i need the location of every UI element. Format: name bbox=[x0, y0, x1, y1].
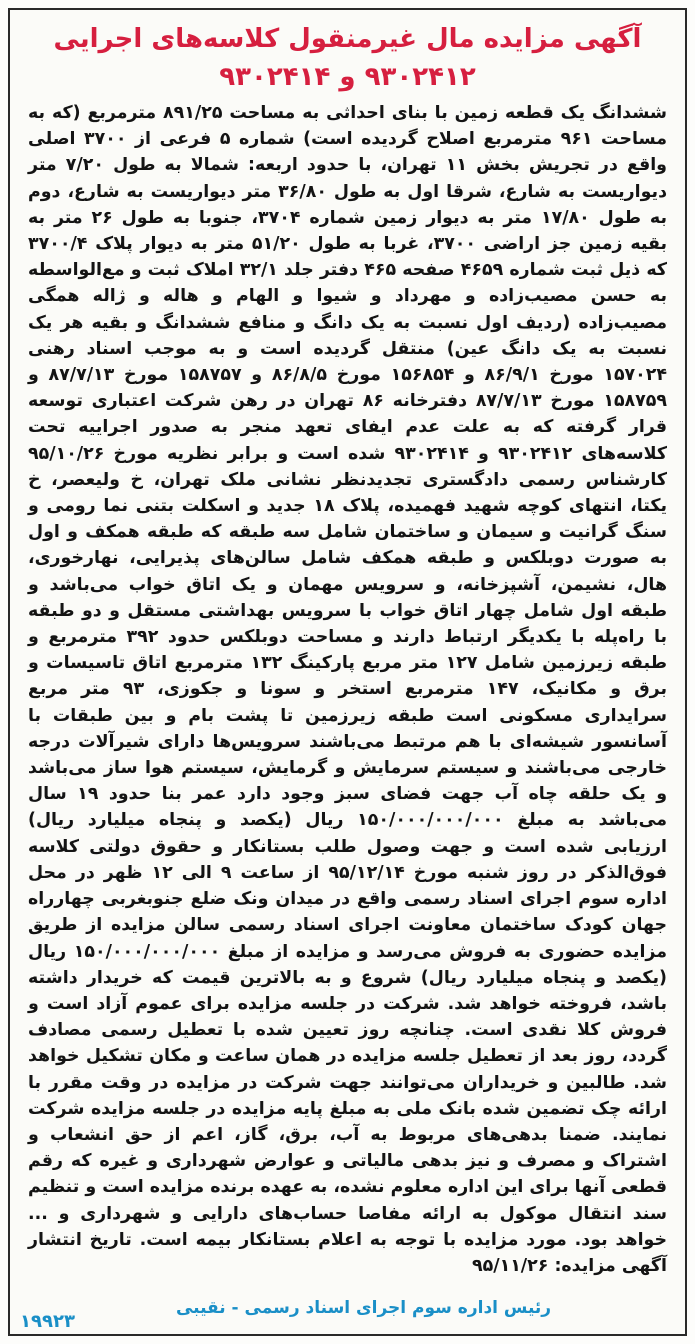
notice-body: ششدانگ یک قطعه زمین با بنای احداثی به مساحت ۸۹۱/۲۵ مترمربع (که به مساحت ۹۶۱ مترمربع اصلاح گردیده است) شماره ۵ فرعی از ۳۷۰۰ اصلی واقع در تجریش بخش ۱۱ تهران، با حدود اربعه: شمالا به طول ۷/۲۰ متر دیواریست به شارع، شرقا اول به طول ۳۶/۸۰ متر دیواریست به شارع، دوم به طول ۱۷/۸۰ متر به دیوار زمین شماره ۳۷۰۴، جنوبا به طول ۲۶ متر به بقیه زمین جز اراضی ۳۷۰۰، غربا به طول ۵۱/۲۰ متر به دیوار پلاک ۳۷۰۰/۴ که ذیل ثبت شماره ۴۶۵۹ صفحه ۴۶۵ دفتر جلد ۳۲/۱ املاک ثبت و مع‌الواسطه به حسن مصیب‌زاده و مهرداد و شیوا و الهام و هاله و ژاله همگی مصیب‌زاده (ردیف اول نسبت به یک دانگ و منافع ششدانگ و بقیه هر یک نسبت به یک دانگ عین) منتقل گردیده است و به موجب اسناد رهنی ۱۵۷۰۲۴ مورخ ۸۶/۹/۱ و ۱۵۶۸۵۴ مورخ ۸۶/۸/۵ و ۱۵۸۷۵۷ مورخ ۸۷/۷/۱۳ و ۱۵۸۷۵۹ مورخ ۸۷/۷/۱۳ دفترخانه ۸۶ تهران در رهن شرکت اعتباری توسعه قرار گرفته که به علت عدم ایفای تعهد منجر به صدور اجراییه تحت کلاسه‌های ۹۳۰۲۴۱۲ و ۹۳۰۲۴۱۴ شده است و برابر نظریه مورخ ۹۵/۱۰/۲۶ کارشناس رسمی دادگستری تجدیدنظر نشانی ملک تهران، خ ولیعصر، خ یکتا، انتهای کوچه شهید فهمیده، پلاک ۱۸ جدید و اسکلت بتنی نما رومی و سنگ گرانیت و سیمان و ساختمان شامل سه طبقه که طبقه همکف و اول به صورت دوبلکس و طبقه همکف شامل سالن‌های پذیرایی، نهارخوری، هال، نشیمن، آشپزخانه، و سرویس مهمان و یک اتاق خواب می‌باشد و طبقه اول شامل چهار اتاق خواب با سرویس بهداشتی مستقل و دو طبقه با راه‌پله با یکدیگر ارتباط دارند و مساحت دوبلکس حدود ۳۹۲ مترمربع و طبقه زیرزمین شامل ۱۲۷ متر مربع پارکینگ ۱۳۲ مترمربع اتاق تاسیسات و برق و مکانیک، ۱۴۷ مترمربع استخر و سونا و جکوزی، ۹۳ متر مربع سرایداری مسکونی است طبقه زیرزمین تا پشت بام و بین طبقات با آسانسور شیشه‌ای با هم مرتبط می‌باشند سرویس‌ها دارای شیرآلات درجه خارجی می‌باشند و سیستم سرمایش و گرمایش، سیستم هوا ساز می‌باشد و یک حلقه چاه آب جهت فضای سبز وجود دارد عمر بنا حدود ۱۹ سال می‌باشد به مبلغ ۱۵۰/۰۰۰/۰۰۰/۰۰۰ ریال (یکصد و پنجاه میلیارد ریال) ارزیابی شده است و جهت وصول طلب بستانکار و حقوق دولتی کلاسه فوق‌الذکر در روز شنبه مورخ ۹۵/۱۲/۱۴ از ساعت ۹ الی ۱۲ ظهر در محل اداره سوم اجرای اسناد رسمی واقع در میدان ونک ضلع جنوبغربی چهارراه جهان کودک ساختمان معاونت اجرای اسناد رسمی سالن مزایده از طریق مزایده حضوری به فروش می‌رسد و مزایده از مبلغ ۱۵۰/۰۰۰/۰۰۰/۰۰۰ ریال (یکصد و پنجاه میلیارد ریال) شروع و به بالاترین قیمت که خریدار داشته باشد، فروخته خواهد شد. شرکت در جلسه مزایده برای عموم آزاد است و فروش کلا نقدی است. چنانچه روز تعیین شده با تعطیل رسمی مصادف گردد، روز بعد از تعطیل جلسه مزایده در همان ساعت و مکان تشکیل خواهد شد. طالبین و خریداران می‌توانند جهت شرکت در مزایده در وقت مقرر با ارائه چک تضمین شده بانک ملی به مبلغ پایه مزایده در جلسه مزایده شرکت نمایند. ضمنا بدهی‌های مربوط به آب، برق، گاز، اعم از حق انشعاب و اشتراک و مصرف و نیز بدهی مالیاتی و عوارض شهرداری و غیره که رقم قطعی آنها برای این اداره معلوم نشده، به عهده برنده مزایده است و تنظیم سند انتقال موکول به ارائه مفاصا حساب‌های دارایی و شهرداری و ... خواهد بود. مورد مزایده با توجه به اعلام بستانکار بیمه است. تاریخ انتشار آگهی مزایده: ۹۵/۱۱/۲۶ bbox=[28, 103, 668, 1276]
signer-line: رئیس اداره سوم اجرای اسناد رسمی - نقیبی bbox=[175, 1298, 552, 1318]
notice-title: آگهی مزایده مال غیرمنقول کلاسه‌های اجرایی ۹۳۰۲۴۱۲ و ۹۳۰۲۴۱۴ bbox=[53, 24, 642, 92]
notice-code: ۱۹۹۲۳ bbox=[20, 1311, 75, 1332]
